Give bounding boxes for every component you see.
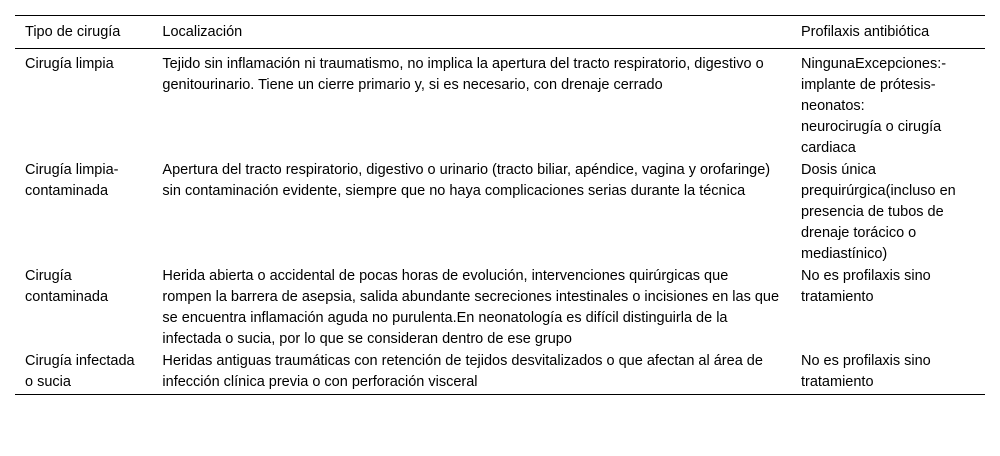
table-row bbox=[15, 266, 985, 351]
cell-localizacion: Tejido sin inflamación ni traumatismo, no implica la apertura del tracto respiratorio, digestivo o genitourinario. Tiene un cierre primario y, si es necesario, con drenaje cerrado bbox=[162, 56, 764, 93]
table-row bbox=[15, 49, 985, 161]
surgery-table-container bbox=[15, 15, 985, 395]
header-localizacion: Localización bbox=[162, 24, 243, 40]
profilaxis-line: Dosis única prequirúrgica(incluso en presencia de tubos de drenaje torácico o mediastínico) bbox=[800, 162, 956, 262]
table-body bbox=[15, 49, 985, 395]
profilaxis-line: neurocirugía o cirugía cardiaca bbox=[800, 119, 942, 156]
cell-profilaxis bbox=[791, 266, 985, 351]
cell-tipo: Cirugía infectada o sucia bbox=[25, 353, 135, 390]
cell-tipo: Cirugía limpia bbox=[25, 56, 114, 72]
cell-localizacion: Apertura del tracto respiratorio, digestivo o urinario (tracto biliar, apéndice, vagina y orofaringe) sin contaminación evidente, siempre que no haya complicaciones serias durante la técnica bbox=[162, 162, 771, 199]
table-row bbox=[15, 351, 985, 395]
cell-profilaxis bbox=[791, 351, 985, 395]
header-tipo-cirugia: Tipo de cirugía bbox=[25, 24, 121, 40]
profilaxis-line: No es profilaxis sino tratamiento bbox=[800, 353, 931, 390]
profilaxis-line: NingunaExcepciones:- implante de prótesis- neonatos: bbox=[800, 56, 947, 114]
header-profilaxis: Profilaxis antibiótica bbox=[800, 24, 930, 40]
cell-profilaxis bbox=[791, 160, 985, 266]
cell-tipo: Cirugía contaminada bbox=[25, 268, 109, 305]
header-row bbox=[15, 16, 985, 49]
profilaxis-line: No es profilaxis sino tratamiento bbox=[800, 268, 931, 305]
cell-localizacion: Herida abierta o accidental de pocas horas de evolución, intervenciones quirúrgicas que rompen la barrera de asepsia, salida abundante secreciones intestinales o incisiones en las que se encuentra inflamación aguda no purulenta.En neonatología es difícil distinguirla de la infectada o sucia, por lo que se consideran dentro de ese grupo bbox=[162, 268, 780, 347]
surgery-classification-table bbox=[15, 15, 985, 395]
table-header bbox=[15, 16, 985, 49]
cell-profilaxis bbox=[791, 49, 985, 161]
cell-localizacion: Heridas antiguas traumáticas con retención de tejidos desvitalizados o que afectan al área de infección clínica previa o con perforación visceral bbox=[162, 353, 763, 390]
cell-tipo: Cirugía limpia-contaminada bbox=[25, 162, 119, 199]
table-row bbox=[15, 160, 985, 266]
